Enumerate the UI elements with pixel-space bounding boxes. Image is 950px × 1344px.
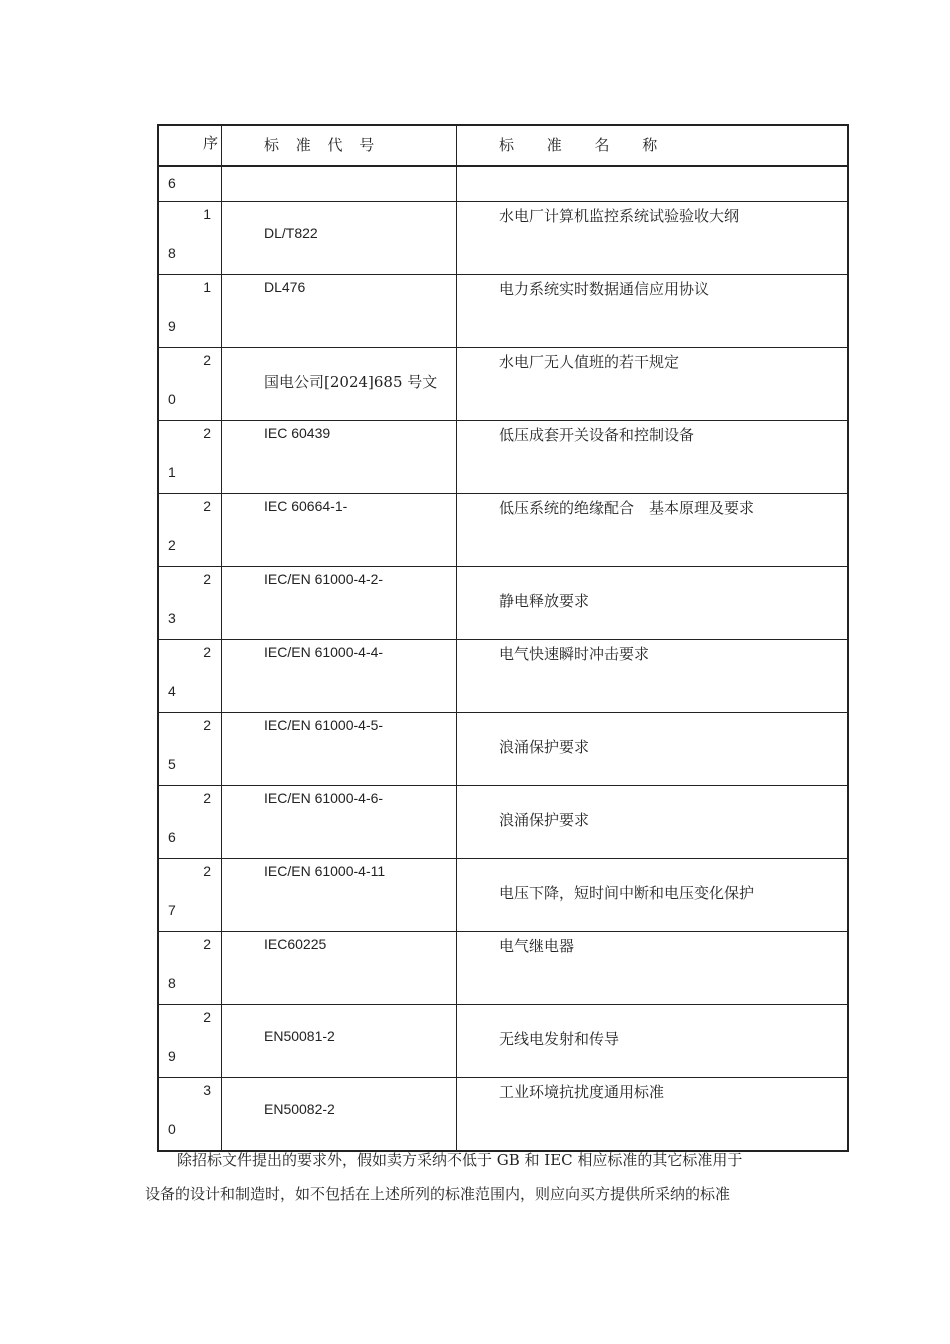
code-cell xyxy=(222,859,457,932)
seq-cell xyxy=(158,859,222,932)
name-cell xyxy=(457,275,849,348)
header-code: 标 准 代 号 xyxy=(264,136,381,154)
table-row xyxy=(158,713,848,786)
standard-code: EN50082-2 xyxy=(264,1101,335,1117)
standard-name: 水电厂无人值班的若干规定 xyxy=(499,353,680,371)
code-cell xyxy=(222,421,457,494)
standard-name: 低压成套开关设备和控制设备 xyxy=(499,426,695,444)
standard-name: 水电厂计算机监控系统试验验收大纲 xyxy=(499,207,740,225)
standard-name: 电气快速瞬时冲击要求 xyxy=(499,645,650,663)
seq-digit-2: 8 xyxy=(168,245,176,261)
seq-digit-2: 7 xyxy=(168,902,176,918)
standard-name: 静电释放要求 xyxy=(499,592,590,610)
standard-code: DL/T822 xyxy=(264,225,318,241)
code-cell xyxy=(222,1005,457,1078)
seq-cell xyxy=(158,421,222,494)
table-row xyxy=(158,640,848,713)
seq-digit-2: 3 xyxy=(168,610,176,626)
name-cell xyxy=(457,421,849,494)
code-cell xyxy=(222,567,457,640)
standard-code: IEC/EN 61000-4-4- xyxy=(264,644,384,660)
table-row xyxy=(158,567,848,640)
table-row xyxy=(158,202,848,275)
seq-digit: 6 xyxy=(168,175,176,191)
name-cell xyxy=(457,567,849,640)
standard-code: IEC/EN 61000-4-2- xyxy=(264,571,384,587)
header-code-cell xyxy=(222,125,457,166)
standard-code: EN50081-2 xyxy=(264,1028,335,1044)
name-cell xyxy=(457,859,849,932)
standard-code: DL476 xyxy=(264,279,306,295)
seq-cell xyxy=(158,1005,222,1078)
seq-cell xyxy=(158,640,222,713)
seq-digit-1: 2 xyxy=(203,717,211,733)
seq-digit-2: 0 xyxy=(168,1121,176,1137)
table-row xyxy=(158,421,848,494)
seq-digit-1: 1 xyxy=(203,206,211,222)
seq-digit-1: 2 xyxy=(203,863,211,879)
code-cell xyxy=(222,786,457,859)
seq-digit-2: 0 xyxy=(168,391,176,407)
paragraph-line-2: 设备的设计和制造时，如不包括在上述所列的标准范围内，则应向买方提供所采纳的标准 xyxy=(145,1185,731,1203)
name-cell xyxy=(457,786,849,859)
standard-code: IEC 60664-1- xyxy=(264,498,348,514)
table-row xyxy=(158,348,848,421)
standard-name: 电气继电器 xyxy=(499,937,575,955)
table-row xyxy=(158,494,848,567)
seq-digit-1: 2 xyxy=(203,571,211,587)
seq-digit-2: 9 xyxy=(168,1048,176,1064)
header-name: 标 准 名 称 xyxy=(499,136,672,154)
table-row xyxy=(158,932,848,1005)
seq-cell xyxy=(158,275,222,348)
table-header-row xyxy=(158,125,848,166)
seq-digit-1: 2 xyxy=(203,425,211,441)
name-cell xyxy=(457,348,849,421)
standard-name: 工业环境抗扰度通用标准 xyxy=(499,1083,665,1101)
table-row xyxy=(158,859,848,932)
code-cell xyxy=(222,713,457,786)
name-cell xyxy=(457,166,849,202)
header-seq-cell xyxy=(158,125,222,166)
standard-name: 无线电发射和传导 xyxy=(499,1030,620,1048)
standard-code: IEC60225 xyxy=(264,936,327,952)
seq-cell xyxy=(158,713,222,786)
standard-code: 国电公司[2024]685 号文 xyxy=(264,373,438,391)
seq-digit-2: 5 xyxy=(168,756,176,772)
seq-digit-1: 2 xyxy=(203,1009,211,1025)
code-cell xyxy=(222,932,457,1005)
code-cell xyxy=(222,348,457,421)
seq-digit-2: 9 xyxy=(168,318,176,334)
body-paragraph xyxy=(145,1143,805,1211)
paragraph-line-1: 除招标文件提出的要求外，假如卖方采纳不低于 GB 和 IEC 相应标准的其它标准用于 xyxy=(177,1151,743,1169)
table-row xyxy=(158,275,848,348)
seq-digit-1: 2 xyxy=(203,790,211,806)
seq-digit-2: 4 xyxy=(168,683,176,699)
seq-cell xyxy=(158,786,222,859)
code-cell xyxy=(222,166,457,202)
seq-digit-1: 3 xyxy=(203,1082,211,1098)
standard-name: 低压系统的绝缘配合 基本原理及要求 xyxy=(499,499,755,517)
standard-code: IEC 60439 xyxy=(264,425,331,441)
seq-digit-2: 6 xyxy=(168,829,176,845)
standards-table xyxy=(157,124,849,1152)
table-row xyxy=(158,166,848,202)
seq-digit-1: 2 xyxy=(203,936,211,952)
standard-name: 浪涌保护要求 xyxy=(499,738,590,756)
seq-cell xyxy=(158,202,222,275)
seq-cell xyxy=(158,932,222,1005)
seq-cell xyxy=(158,567,222,640)
standard-name: 浪涌保护要求 xyxy=(499,811,590,829)
seq-cell xyxy=(158,1078,222,1152)
table-row xyxy=(158,786,848,859)
seq-cell xyxy=(158,348,222,421)
table-row xyxy=(158,1005,848,1078)
code-cell xyxy=(222,1078,457,1152)
code-cell xyxy=(222,640,457,713)
name-cell xyxy=(457,494,849,567)
seq-digit-1: 2 xyxy=(203,644,211,660)
seq-digit-1: 2 xyxy=(203,498,211,514)
name-cell xyxy=(457,713,849,786)
seq-digit-2: 1 xyxy=(168,464,176,480)
standard-code: IEC/EN 61000-4-5- xyxy=(264,717,384,733)
name-cell xyxy=(457,202,849,275)
standard-code: IEC/EN 61000-4-11 xyxy=(264,863,386,879)
code-cell xyxy=(222,494,457,567)
header-seq: 序 xyxy=(202,134,218,152)
code-cell xyxy=(222,275,457,348)
header-name-cell xyxy=(457,125,849,166)
seq-digit-1: 2 xyxy=(203,352,211,368)
name-cell xyxy=(457,640,849,713)
table-row xyxy=(158,1078,848,1152)
seq-digit-2: 8 xyxy=(168,975,176,991)
seq-cell xyxy=(158,166,222,202)
code-cell xyxy=(222,202,457,275)
seq-cell xyxy=(158,494,222,567)
name-cell xyxy=(457,1005,849,1078)
seq-digit-1: 1 xyxy=(203,279,211,295)
standard-name: 电力系统实时数据通信应用协议 xyxy=(499,280,710,298)
name-cell xyxy=(457,932,849,1005)
seq-digit-2: 2 xyxy=(168,537,176,553)
standard-code: IEC/EN 61000-4-6- xyxy=(264,790,384,806)
standard-name: 电压下降，短时间中断和电压变化保护 xyxy=(499,884,755,902)
name-cell xyxy=(457,1078,849,1152)
